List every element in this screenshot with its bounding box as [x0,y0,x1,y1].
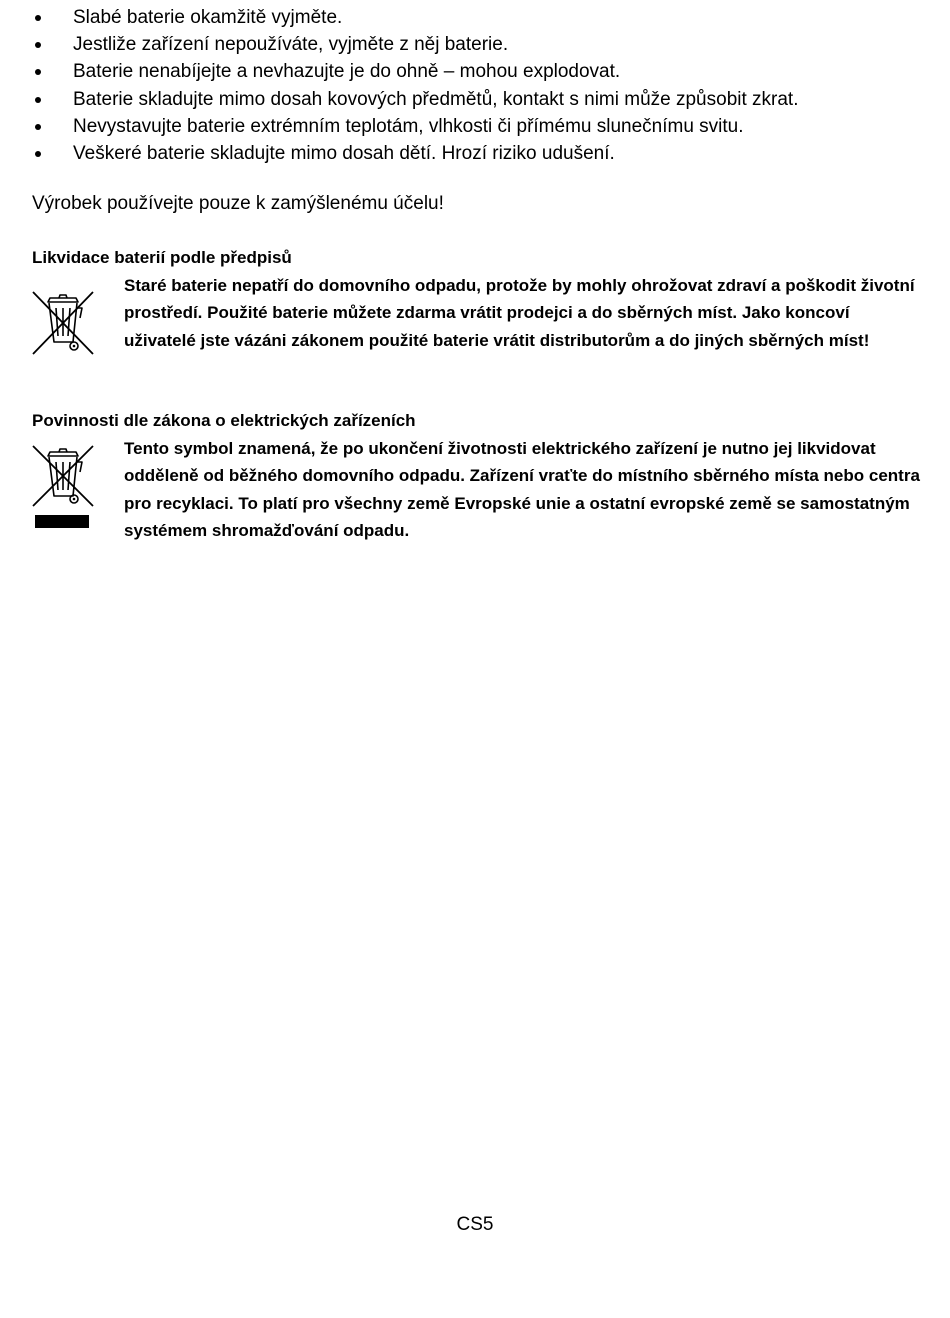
weee-obligations-title: Povinnosti dle zákona o elektrických zařízeních [32,411,416,430]
list-item: Nevystavujte baterie extrémním teplotám, vlhkosti či přímému slunečnímu svitu. [32,113,912,140]
list-item: Jestliže zařízení nepoužíváte, vyjměte z něj baterie. [32,31,912,58]
page-number: CS5 [456,1214,494,1235]
list-item: Baterie nenabíjejte a nevhazujte je do ohně – mohou explodovat. [32,58,912,85]
list-item: Slabé baterie okamžitě vyjměte. [32,4,912,31]
battery-safety-list [32,4,912,167]
intended-use-note: Výrobek používejte pouze k zamýšlenému účelu! [32,193,444,214]
battery-disposal-text: Staré baterie nepatří do domovního odpadu, protože by mohly ohrožovat zdraví a poškodit životní prostředí. Použité baterie můžete zdarma vrátit prodejci a do sběrných míst. Jako koncoví uživatelé jste vázáni zákonem použité baterie vrátit distributorům a do jiných sběrných míst! [124,276,915,350]
list-item: Veškeré baterie skladujte mimo dosah dětí. Hrozí riziko udušení. [32,140,912,167]
weee-bin-with-bar-icon [30,442,96,532]
weee-obligations-text: Tento symbol znamená, že po ukončení životnosti elektrického zařízení je nutno jej likvidovat odděleně od běžného domovního odpadu. Zařízení vraťte do místního sběrného místa nebo centra pro recyklaci. To platí pro všechny země Evropské unie a ostatní evropské země se samostatným systémem shromažďování odpadu. [124,439,920,540]
list-item: Baterie skladujte mimo dosah kovových předmětů, kontakt s nimi může způsobit zkrat. [32,86,912,113]
crossed-out-wheelie-bin-icon [30,288,96,358]
battery-disposal-title: Likvidace baterií podle předpisů [32,248,292,267]
